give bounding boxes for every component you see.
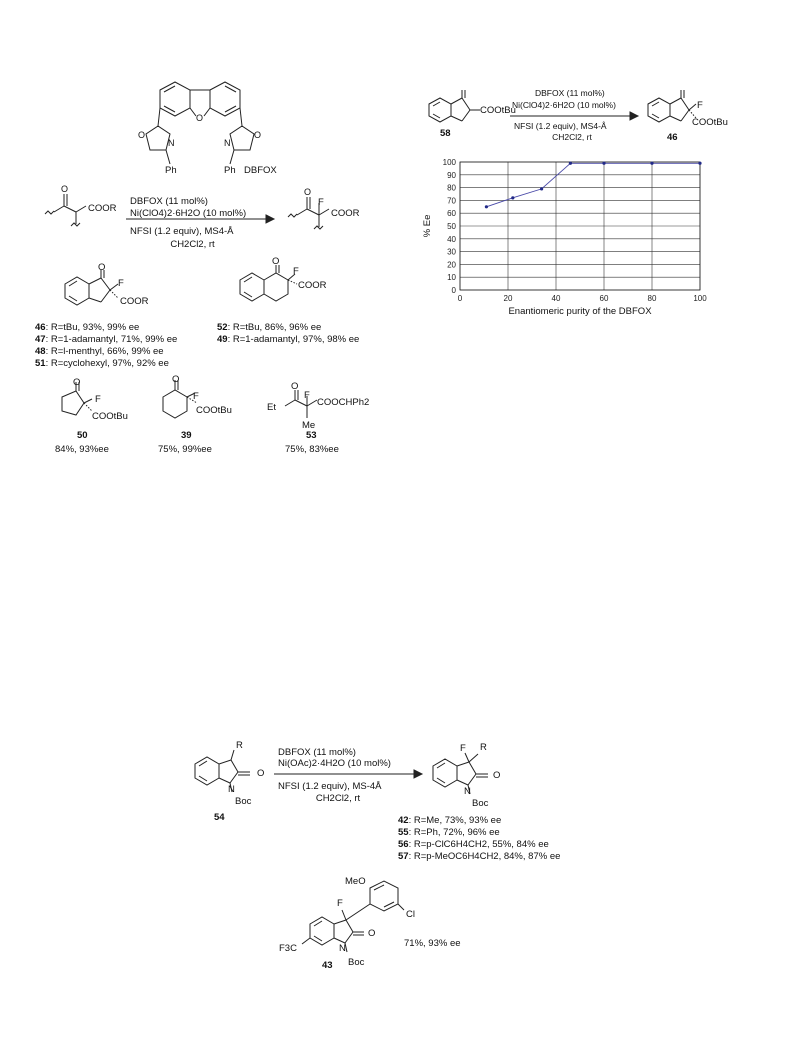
- oxindole-sm-boc: Boc: [235, 796, 252, 807]
- scheme2-reagent-1: DBFOX (11 mol%): [535, 88, 605, 98]
- beta-ketoester-structure: [40, 184, 130, 237]
- cmpd43-f: F: [337, 898, 343, 909]
- chart-y-tick-label: 70: [447, 196, 456, 206]
- result-line: 51: R=cyclohexyl, 97%, 92% ee: [35, 358, 169, 369]
- svg-text:O: O: [196, 113, 204, 123]
- chart-x-axis-label: Enantiomeric purity of the DBFOX: [508, 306, 652, 317]
- result-line: 47: R=1-adamantyl, 71%, 99% ee: [35, 334, 178, 345]
- oxindole-prod-f: F: [460, 743, 466, 754]
- scheme1-reaction-arrow: [126, 214, 276, 224]
- tetralone-o: O: [272, 256, 280, 267]
- cmpd50-group: COOtBu: [92, 411, 128, 422]
- oxindole-prod-r: R: [480, 742, 487, 753]
- cmpd39-f: F: [193, 391, 199, 402]
- oxindole-prod-n: N: [464, 786, 471, 797]
- result-line: 57: R=p-MeOC6H4CH2, 84%, 87% ee: [398, 851, 561, 862]
- result-line: 55: R=Ph, 72%, 96% ee: [398, 827, 500, 838]
- cmpd53-o: O: [291, 381, 299, 392]
- scheme3-reagent-1: DBFOX (11 mol%): [278, 747, 356, 758]
- scheme1-reagent-2: Ni(ClO4)2·6H2O (10 mol%): [130, 208, 247, 219]
- chart-y-tick-label: 100: [442, 158, 456, 167]
- cyclopentanone-50-structure: [50, 385, 110, 430]
- result-line: 42: R=Me, 73%, 93% ee: [398, 815, 502, 826]
- scheme1-reagent-4: CH2Cl2, rt: [170, 239, 215, 250]
- scheme3-reagent-4: CH2Cl2, rt: [315, 793, 361, 804]
- indanone-o: O: [98, 262, 106, 273]
- prod46-f: F: [697, 100, 703, 111]
- indanone-product-structure: [60, 270, 140, 315]
- chart-y-tick-label: 90: [447, 170, 456, 180]
- chart-x-tick-label: 100: [693, 294, 707, 303]
- scheme1-reagent-3: NFSI (1.2 equiv), MS4-Å: [130, 226, 234, 237]
- chart-y-tick-label: 20: [447, 260, 456, 270]
- cmpd50-o: O: [73, 377, 81, 388]
- result-line: 48: R=l-menthyl, 66%, 99% ee: [35, 346, 164, 357]
- oxindole-sm-number: 54: [214, 812, 225, 823]
- cmpd53-f: F: [304, 390, 310, 401]
- scheme2-reagent-4: CH2Cl2, rt: [552, 132, 592, 142]
- chart-y-tick-label: 0: [451, 286, 456, 295]
- scheme2-reaction-arrow: [510, 111, 640, 121]
- product-f: F: [318, 197, 324, 208]
- svg-text:N: N: [168, 138, 175, 148]
- chart-x-tick-label: 80: [647, 294, 657, 303]
- cmpd50-number: 50: [77, 430, 88, 441]
- indanone-group: COOR: [120, 296, 149, 307]
- svg-text:O: O: [254, 130, 262, 140]
- cmpd39-yield: 75%, 99%ee: [158, 444, 212, 455]
- svg-text:O: O: [304, 187, 312, 197]
- chart-y-tick-label: 40: [447, 234, 456, 244]
- scheme3-reaction-arrow: [274, 769, 424, 779]
- cmpd53-yield: 75%, 83%ee: [285, 444, 339, 455]
- chart-y-tick-label: 50: [447, 222, 456, 231]
- oxindole-sm-n: N: [228, 784, 235, 795]
- svg-text:O: O: [61, 184, 69, 194]
- oxindole-sm-o: O: [257, 768, 265, 779]
- result-line: 52: R=tBu, 86%, 96% ee: [217, 322, 322, 333]
- product-group: COOR: [331, 208, 360, 219]
- indanone-f: F: [118, 278, 124, 289]
- chart-data-point: [540, 187, 543, 190]
- cmpd53-group: COOCHPh2: [317, 397, 370, 408]
- cmpd43-cl: Cl: [406, 909, 415, 920]
- sm-group: COOR: [88, 203, 117, 214]
- svg-text:N: N: [224, 138, 231, 148]
- nle-chart: [420, 150, 720, 320]
- result-line: 46: R=tBu, 93%, 99% ee: [35, 322, 140, 333]
- tetralone-group: COOR: [298, 280, 327, 291]
- chart-y-tick-label: 60: [447, 209, 456, 219]
- chart-data-point: [602, 162, 605, 165]
- cmpd43-number: 43: [322, 960, 333, 971]
- prod46-group: COOtBu: [692, 117, 728, 128]
- svg-text:O: O: [138, 130, 146, 140]
- chart-data-point: [511, 196, 514, 199]
- result-line: 49: R=1-adamantyl, 97%, 98% ee: [217, 334, 360, 345]
- chart-x-tick-label: 40: [551, 294, 561, 303]
- oxindole-sm-r: R: [236, 740, 243, 751]
- cmpd50-f: F: [95, 394, 101, 405]
- cmpd53-me: Me: [302, 420, 316, 431]
- sm58-number: 58: [440, 128, 451, 139]
- ligand-name: DBFOX: [244, 165, 277, 176]
- oxindole-prod-boc: Boc: [472, 798, 489, 809]
- cmpd39-o: O: [172, 374, 180, 385]
- cmpd39-group: COOtBu: [196, 405, 232, 416]
- prod46-number: 46: [667, 132, 678, 143]
- oxindole-43-structure: [290, 880, 440, 970]
- chart-data-point: [650, 162, 653, 165]
- cmpd43-boc: Boc: [348, 957, 365, 968]
- scheme3-reagent-2: Ni(OAc)2·4H2O (10 mol%): [278, 758, 391, 769]
- chart-y-tick-label: 80: [447, 183, 456, 193]
- cmpd53-number: 53: [306, 430, 317, 441]
- tetralone-f: F: [293, 266, 299, 277]
- chart-x-tick-label: 60: [599, 294, 609, 303]
- scheme3-reagent-3: NFSI (1.2 equiv), MS-4Å: [278, 781, 382, 792]
- chart-x-tick-label: 0: [457, 294, 463, 303]
- sm58-group: COOtBu: [480, 105, 516, 116]
- scheme2-reagent-3: NFSI (1.2 equiv), MS4-Å: [514, 121, 607, 131]
- chart-y-tick-label: 10: [447, 273, 456, 283]
- chart-y-tick-label: 30: [447, 247, 456, 257]
- chart-y-axis-label: % Ee: [422, 214, 433, 238]
- scheme2-reagent-2: Ni(ClO4)2·6H2O (10 mol%): [512, 100, 616, 110]
- cmpd43-n: N: [339, 943, 346, 954]
- scheme1-reagent-1: DBFOX (11 mol%): [130, 196, 208, 207]
- cmpd53-et: Et: [267, 402, 276, 413]
- ligand-ph-right: Ph: [224, 165, 236, 176]
- chart-data-point: [569, 162, 572, 165]
- chart-x-tick-label: 20: [503, 294, 513, 303]
- cmpd39-number: 39: [181, 430, 192, 441]
- cmpd50-yield: 84%, 93%ee: [55, 444, 109, 455]
- ligand-ph-left: Ph: [165, 165, 177, 176]
- chart-data-point: [485, 205, 488, 208]
- cmpd43-yield: 71%, 93% ee: [404, 938, 461, 949]
- cmpd43-meo: MeO: [345, 876, 366, 887]
- result-line: 56: R=p-ClC6H4CH2, 55%, 84% ee: [398, 839, 549, 850]
- cmpd43-cf3: F3C: [279, 943, 297, 954]
- cmpd43-o: O: [368, 928, 376, 939]
- chart-data-point: [698, 162, 701, 165]
- oxindole-prod-o: O: [493, 770, 501, 781]
